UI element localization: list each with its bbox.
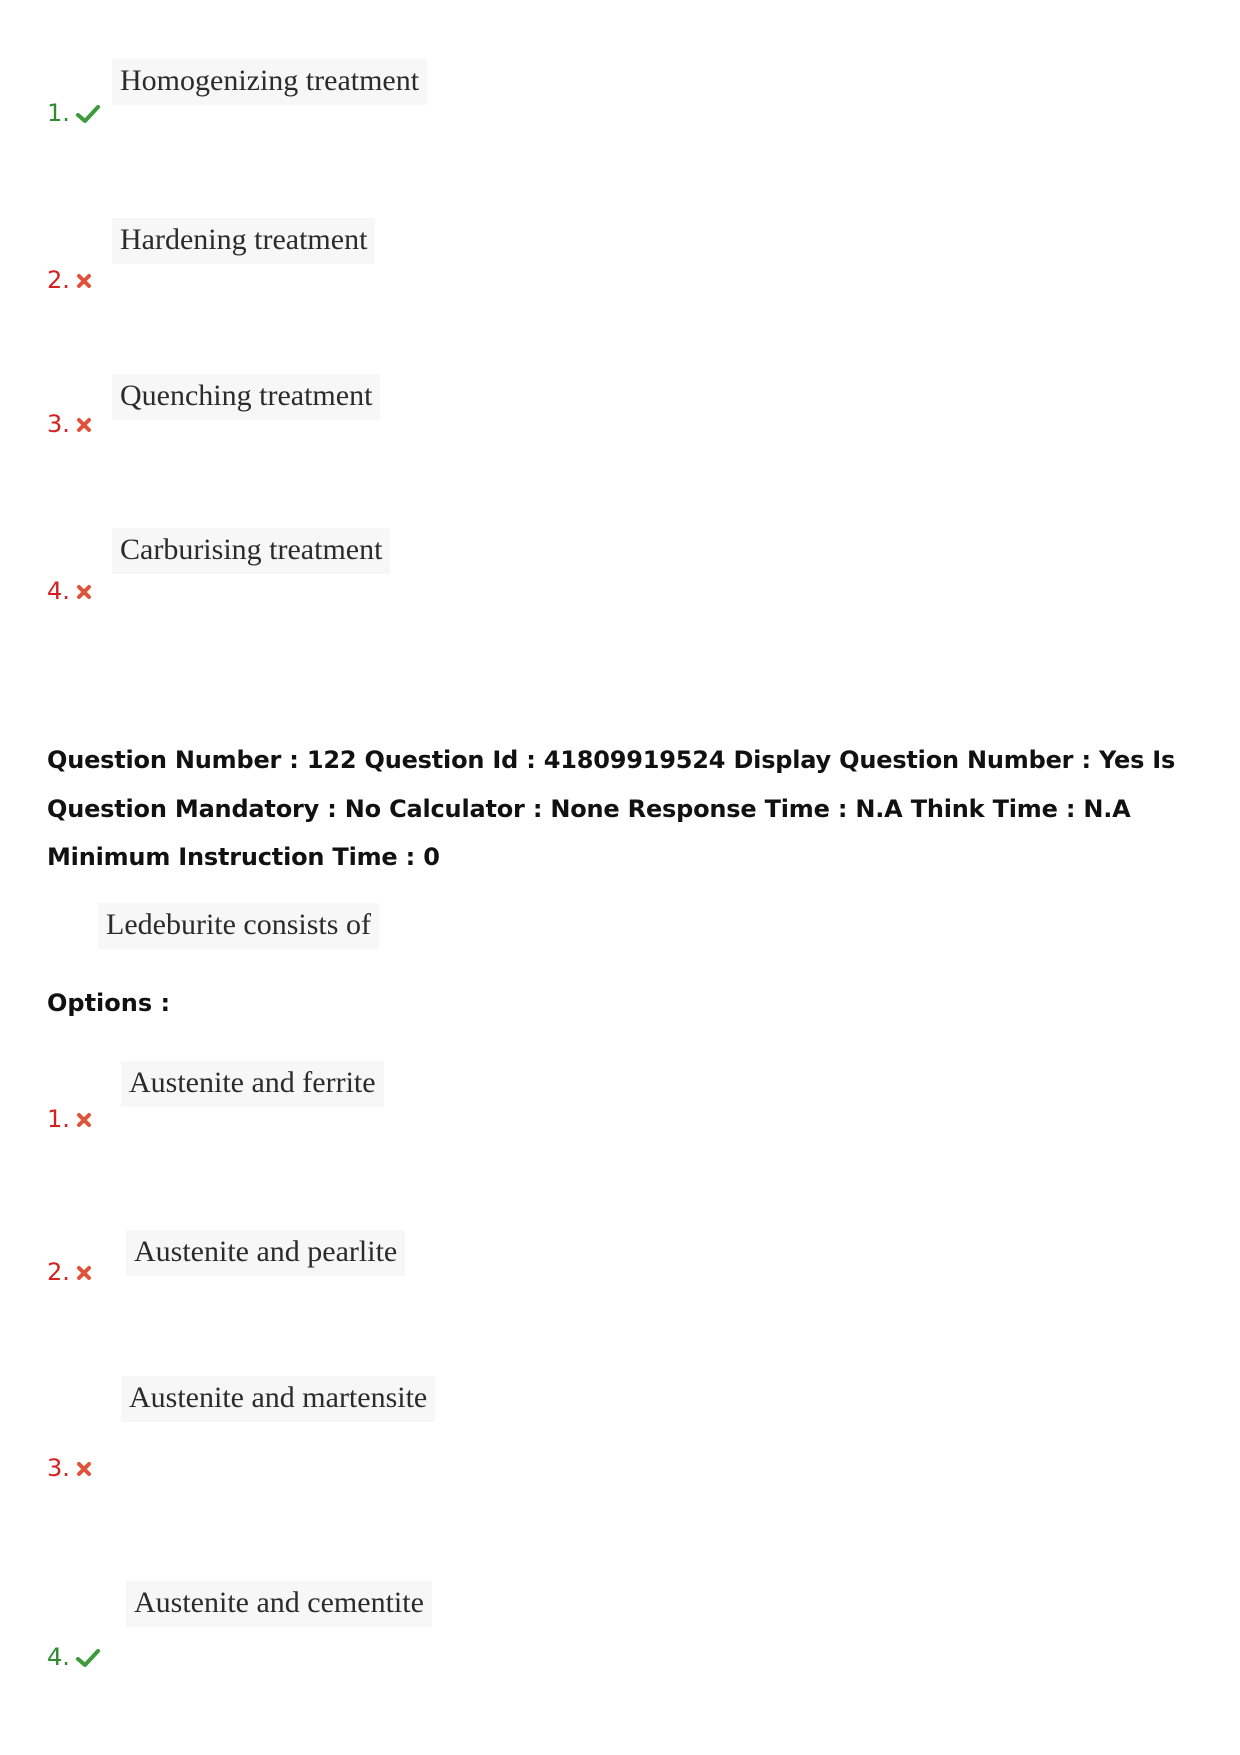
prev-option-2-text: Hardening treatment — [112, 218, 375, 264]
prev-option-3-text: Quenching treatment — [112, 374, 380, 420]
option-2-text: Austenite and pearlite — [126, 1230, 405, 1276]
option-3-text: Austenite and martensite — [121, 1376, 435, 1422]
question-text: Ledeburite consists of — [98, 903, 379, 949]
option-2-number: 2. — [47, 1257, 92, 1287]
cross-icon — [76, 584, 92, 600]
cross-icon — [76, 1265, 92, 1281]
cross-icon — [76, 1112, 92, 1128]
prev-option-4-number: 4. — [47, 576, 92, 606]
options-label: Options : — [47, 989, 171, 1017]
check-icon — [76, 104, 100, 124]
option-4-number: 4. — [47, 1642, 100, 1672]
option-1-text: Austenite and ferrite — [121, 1061, 384, 1107]
check-icon — [76, 1648, 100, 1668]
cross-icon — [76, 1461, 92, 1477]
prev-option-3-number: 3. — [47, 409, 92, 439]
prev-option-2-number: 2. — [47, 265, 92, 295]
option-4-text: Austenite and cementite — [126, 1581, 432, 1627]
question-meta: Question Number : 122 Question Id : 41809919524 Display Question Number : Yes Is Question Mandatory : No Calculator : None Response Time : N.A Think Time : N.A Minimum Instruction Time : 0 — [47, 746, 1176, 871]
cross-icon — [76, 417, 92, 433]
cross-icon — [76, 273, 92, 289]
prev-option-1-number: 1. — [47, 98, 100, 128]
prev-option-1-text: Homogenizing treatment — [112, 59, 427, 105]
prev-option-4-text: Carburising treatment — [112, 528, 390, 574]
option-3-number: 3. — [47, 1453, 92, 1483]
option-1-number: 1. — [47, 1104, 92, 1134]
